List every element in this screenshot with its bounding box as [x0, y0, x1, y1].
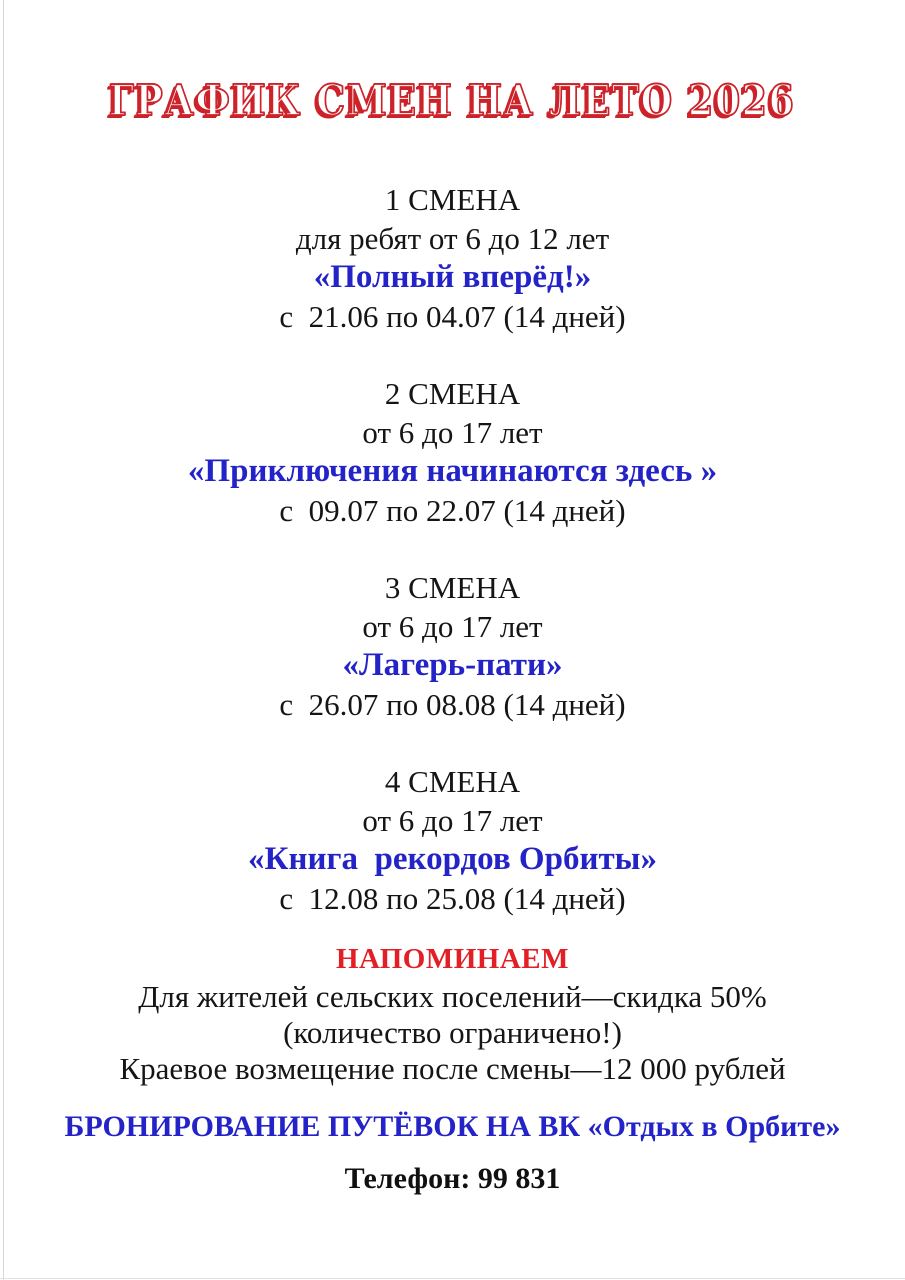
page-left-edge-line [3, 0, 4, 1280]
reminder-heading: НАПОМИНАЕМ [335, 943, 570, 975]
shift-name: «Лагерь-пати» [342, 647, 563, 683]
shift-section-3 [0, 568, 905, 724]
reminder-line-compensation: Краевое возмещение после смены—12 000 рублей [119, 1051, 786, 1086]
reminder-section [0, 940, 905, 1087]
reminder-line-discount: Для жителей сельских поселений—скидка 50% [138, 979, 767, 1014]
shift-section-2 [0, 374, 905, 530]
shift-name: «Полный вперёд!» [313, 259, 592, 295]
shift-ages: от 6 до 17 лет [362, 609, 543, 644]
phone-line: Телефон: 99 831 [344, 1162, 561, 1195]
shift-ages: от 6 до 17 лет [362, 803, 543, 838]
shift-section-4 [0, 762, 905, 918]
shift-number: 1 СМЕНА [384, 182, 521, 217]
shift-dates: с 09.07 по 22.07 (14 дней) [279, 493, 626, 528]
page-bottom-edge-line [0, 1278, 905, 1279]
shift-ages: от 6 до 17 лет [362, 415, 543, 450]
shift-section-1 [0, 180, 905, 336]
shift-dates: с 12.08 по 25.08 (14 дней) [279, 881, 626, 916]
shift-number: 3 СМЕНА [384, 570, 521, 605]
shift-ages: для ребят от 6 до 12 лет [295, 221, 610, 256]
page-title-wrap [0, 72, 905, 130]
shift-dates: с 21.06 по 04.07 (14 дней) [279, 299, 626, 334]
shift-number: 2 СМЕНА [384, 376, 521, 411]
shift-number: 4 СМЕНА [384, 764, 521, 799]
page-title: ГРАФИК СМЕН НА ЛЕТО 2026 [109, 76, 796, 125]
shift-dates: с 26.07 по 08.08 (14 дней) [279, 687, 626, 722]
shift-name: «Книга рекордов Орбиты» [248, 841, 657, 877]
booking-line: БРОНИРОВАНИЕ ПУТЁВОК НА ВК «Отдых в Орбите» [64, 1110, 841, 1143]
shift-name: «Приключения начинаются здесь » [187, 453, 718, 489]
reminder-line-limited: (количество ограничено!) [283, 1015, 622, 1050]
